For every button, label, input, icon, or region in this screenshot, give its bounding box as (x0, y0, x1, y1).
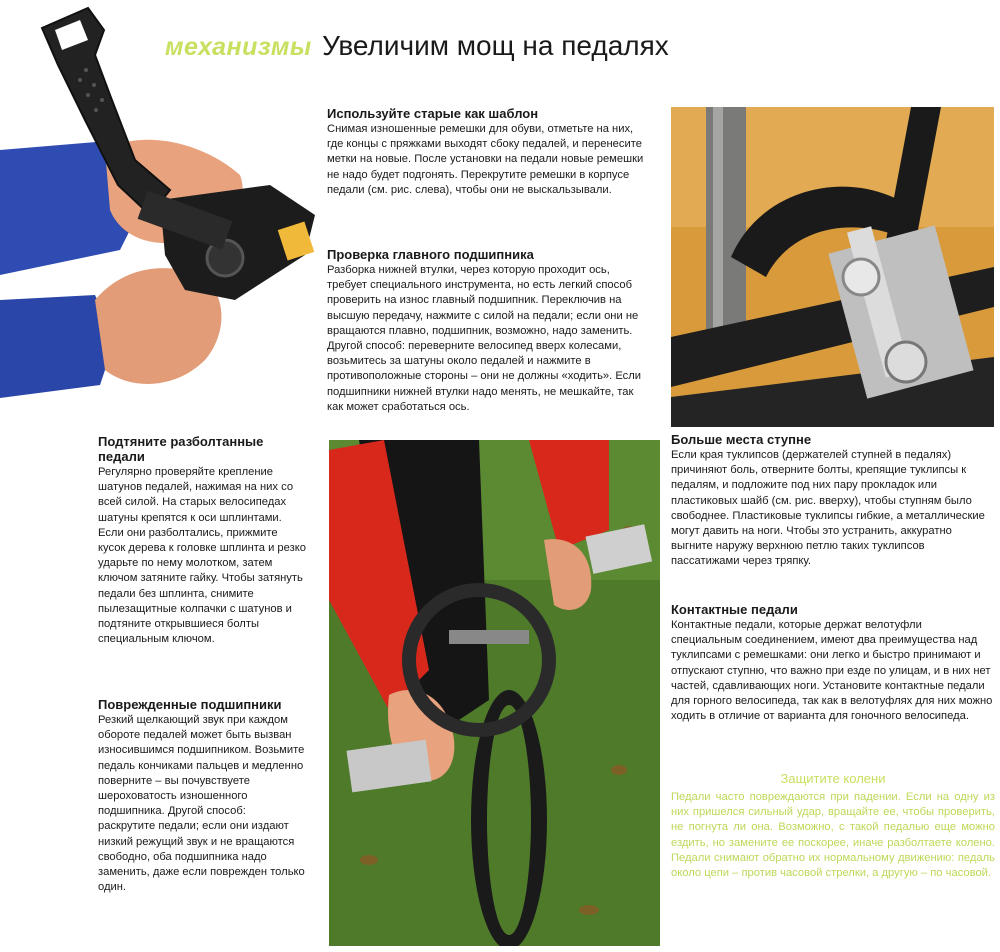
block-text: Разборка нижней втулки, через которую проходит ось, требует специального инструмента, но есть легкий способ проверить на износ главный подшипник. Переключив на высшую передачу, нажмите с силой на педали; если они не вращаются плавно, подшипник, возможно, надо заменить. Другой способ: переверните велосипед вверх колесами, возьмитесь за шатуны около педалей и нажмите в противоположные стороны – они не должны «ходить». Если подшипники нижней втулки надо менять, не мешкайте, так как может сработаться ось. (327, 264, 642, 413)
block-text: Снимая изношенные ремешки для обуви, отметьте на них, где концы с пряжками выходят сбоку педалей, и перенесите метки на новые. После установки на педали новые ремешки не надо будет подгонять. Перекрутите ремешки в корпусе педали (см. рис. слева), чтобы они не выскальзывали. (327, 123, 644, 196)
block-heading: Поврежденные подшипники (98, 697, 282, 712)
tip-text: Педали часто повреждаются при падении. Если на одну из них пришелся сильный удар, вращайте ее, чтобы проверить, не погнута ли она. Возможно, с такой педалью еще можно ездить, но замените ее поскорее, иначе разболтаете колено. Педали снимают обратно их нормальному движению: педаль около цепи – против часовой стрелки, а другую – по часовой. (671, 791, 995, 880)
photo-bearing-check (329, 440, 660, 946)
block-bearing-check (327, 247, 652, 415)
page-title: Увеличим мощ на педалях (322, 30, 669, 61)
photo-toe-clip (671, 107, 994, 427)
block-heading: Больше места ступне (671, 432, 812, 447)
tip-box (671, 771, 995, 881)
block-text: Если края туклипсов (держателей ступней в педалях) причиняют боль, отверните болты, крепящие туклипсы к педалям, и подложите под них пару прокладок или пластиковых шайб (см. рис. вверху), чтобы ступням было свободнее. Пластиковые туклипсы гибкие, а металлические могут давить на ноги. Чтобы это устранить, аккуратно выгните наружу верхнюю петлю таких туклипсов пассатижами через тряпку. (671, 449, 985, 568)
block-text: Регулярно проверяйте крепление шатунов педалей, нажимая на них со всей силой. На старых велосипедах шатуны крепятся к оси шплинтами. Если они разболтались, прижмите кусок дерева к головке шплинта и резко ударьте по нему молотком, затем ключом затяните гайку. Чтобы затянуть педали без шплинта, снимите пылезащитные колпачки с шатунов и подтяните открывшиеся болты специальным ключом. (98, 466, 307, 646)
block-text: Контактные педали, которые держат велотуфли специальным соединением, имеют два преимущества над туклипсами с ремешками: они легко и быстро принимают и отпускают ступню, что важно при езде по улицам, и в них нет частей, сдавливающих ноги. Установите контактные педали для горного велосипеда, так как в велотуфлях для них можно ходить в отличие от варианта для гоночного велосипеда. (671, 619, 993, 723)
block-heading: Проверка главного подшипника (327, 247, 534, 262)
block-clipless (671, 602, 995, 724)
section-label: механизмы (165, 33, 312, 61)
block-heading: Подтяните разболтанные педали (98, 434, 264, 464)
block-more-room (671, 432, 995, 570)
block-damaged-bearings (98, 697, 306, 895)
block-loose-pedals (98, 434, 306, 647)
block-text: Резкий щелкающий звук при каждом обороте педалей может быть вызван износившимся подшипником. Возьмите педаль кончиками пальцев и медленно поверните – вы почувствуете шероховатость изношенного подшипника. Другой способ: раскрутите педали; если они издают низкий режущий звук и не вращаются свободно, оба подшипника надо заменить, даже если поврежден только один. (98, 714, 305, 894)
block-heading: Контактные педали (671, 602, 798, 617)
photo-pedal-hands (0, 0, 322, 400)
block-template (327, 106, 652, 198)
block-heading: Используйте старые как шаблон (327, 106, 539, 121)
tip-heading: Защитите колени (780, 771, 886, 786)
